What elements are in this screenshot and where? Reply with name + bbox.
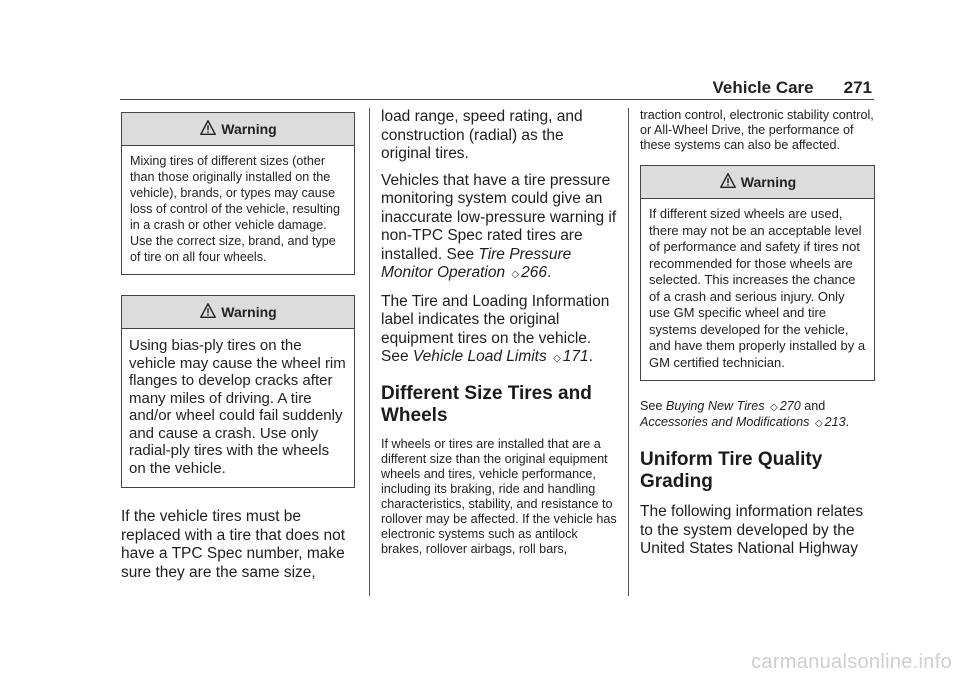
section-heading: Different Size Tires and Wheels [381, 382, 592, 426]
paragraph-text: See [640, 399, 663, 413]
warning-header [122, 296, 354, 329]
body-paragraph: Vehicles that have a tire pressure monitoring system could give an inaccurate low-pressure warning if non-TPC Spec rated tires are installed. See Tire Pressure Monitor Operation ◇ 266. [381, 171, 617, 281]
paragraph-text: Vehicles that have a tire pressure monitoring system could give an inaccurate low-pressure warning if non-TPC Spec rated tires are installed. See [381, 171, 617, 263]
column-divider [628, 108, 629, 596]
cross-reference-link[interactable]: Buying New Tires [665, 399, 765, 413]
page-ref-number[interactable]: 270 [779, 399, 801, 413]
paragraph-text: and [804, 399, 826, 413]
warning-text: Using bias-ply tires on the vehicle may cause the wheel rim flanges to develop cracks after many miles of driving. A tire and/or wheel could fail suddenly and cause a crash. Use only radial-ply tires with the wheels on the vehicle. [129, 337, 346, 477]
header-rule [120, 99, 874, 100]
cross-reference-link[interactable]: Vehicle Load Limits [412, 348, 547, 365]
section-heading: Uniform Tire Quality Grading [640, 449, 823, 492]
warning-title: Warning [221, 121, 277, 137]
watermark: carmanualsonline.info [751, 651, 952, 673]
column-divider [369, 108, 370, 596]
paragraph-text: The Tire and Loading Information label indicates the original equipment tires on the vehicle. See [381, 292, 610, 365]
page-number: 271 [843, 78, 872, 97]
body-paragraph: traction control, electronic stability control, or All-Wheel Drive, the performance of these systems can also be affected. [640, 108, 874, 152]
body-paragraph: load range, speed rating, and construction (radial) as the original tires. [381, 108, 583, 162]
warning-title: Warning [221, 304, 277, 320]
body-paragraph: The Tire and Loading Information label indicates the original equipment tires on the vehicle. See Vehicle Load Limits ◇ 171. [381, 292, 610, 365]
cross-reference-link[interactable]: Accessories and Modifications [640, 415, 810, 429]
column-1 [121, 108, 355, 590]
warning-text: If different sized wheels are used, there may not be an acceptable level of performance and safety if tires not recommended for those wheels are selected. This increases the chance of a crash and serious injury. Only use GM specific wheel and tire systems developed for the vehicle, and have them properly installed by a GM certified technician. [649, 206, 866, 370]
warning-box [640, 165, 875, 381]
page-ref-number[interactable]: 213 [824, 415, 846, 429]
warning-icon [719, 172, 737, 190]
warning-title: Warning [740, 174, 797, 190]
page-ref-icon: ◇ [814, 418, 823, 429]
body-paragraph: If the vehicle tires must be replaced with a tire that does not have a TPC Spec number, make sure they are the same size, [121, 508, 346, 581]
body-paragraph: The following information relates to the system developed by the United States National Highway [640, 503, 864, 557]
warning-icon [199, 119, 217, 137]
page-ref-icon: ◇ [553, 353, 561, 364]
page-ref-icon: ◇ [770, 402, 778, 413]
body-paragraph: If wheels or tires are installed that are a different size than the original equipment wheels and tires, vehicle performance, including its braking, ride and handling characteristics, stability, and resistance to rollover may be affected. If the vehicle has electronic systems such as antilock brakes, rollover airbags, roll bars, [381, 436, 617, 556]
section-title: Vehicle Care [712, 78, 814, 97]
warning-icon [199, 302, 217, 320]
warning-box [121, 112, 355, 275]
body-paragraph: See Buying New Tires ◇ 270 and Accessories and Modifications ◇ 213. [640, 399, 850, 429]
page-ref-number[interactable]: 171 [562, 348, 589, 365]
warning-box [121, 295, 355, 488]
column-3 [640, 108, 875, 567]
cross-reference-link[interactable]: Tire Pressure Monitor Operation [381, 245, 572, 281]
warning-text: Mixing tires of different sizes (other than those originally installed on the vehicle), brands, or types may cause loss of control of the vehicle, resulting in a crash or other vehicle damage. Use the correct size, brand, and type of tire on all four wheels. [130, 154, 341, 264]
column-2 [381, 108, 617, 567]
page-ref-number[interactable]: 266 [521, 264, 547, 281]
warning-header [641, 166, 874, 199]
page-ref-icon: ◇ [511, 269, 520, 280]
page-header [713, 74, 873, 102]
warning-header [122, 113, 354, 146]
